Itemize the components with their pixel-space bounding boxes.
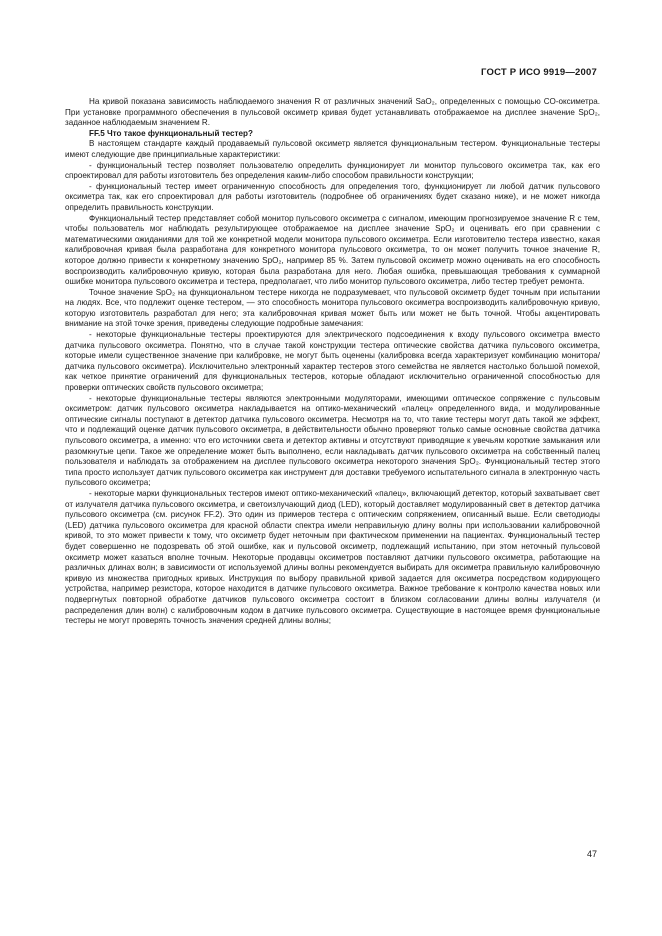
paragraph-8: - некоторые функциональные тестеры являются электронными модуляторами, имеющими оптическое сопряжение с пульсовым оксиметром: датчик пульсового оксиметра накладывается на оптико-механический «палец» определенного вида, и модулированные оптические сигналы поступают в детектор датчика пульсового оксиметра. Несмотря на то, что такие тестеры могут дать такой же эффект, что и подлежащий оценке датчик пульсового оксиметра, в действительности обычно проверяют только самые основные свойства датчика пульсового оксиметра, а именно: что его источники света и детектор активны и отсутствуют приводящие к увечьям короткие замыкания или разомкнутые цепи. Такое же определение может быть выполнено, если накладывать датчик пульсового оксиметра на собственный палец пользователя и наблюдать за отображением на дисплее пульсового оксиметра некоторого значения SpO₂. Функциональный тестер этого типа просто использует датчик пульсового оксиметра как инструмент для доставки требуемого испытательного сигнала в электронную часть пульсового оксиметра; xyxy=(65,393,600,488)
document-body xyxy=(65,97,600,627)
paragraph-1: На кривой показана зависимость наблюдаемого значения R от различных значений SaO₂, определенных с помощью CO-оксиметра. При установке программного обеспечения в пульсовой оксиметр кривая будет устанавливать отображаемое на дисплее значение SpO₂, заданное наблюдаемым значением R. xyxy=(65,97,600,128)
page-number: 47 xyxy=(586,849,597,859)
document-header: ГОСТ Р ИСО 9919—2007 xyxy=(481,67,597,78)
paragraph-6: Точное значение SpO₂ на функциональном тестере никогда не подразумевает, что пульсовой оксиметр будет точным при испытании на людях. Все, что подлежит оценке тестером, — это способность монитора пульсового оксиметра воспроизводить калибровочную кривую, которую изготовитель разработал для него; эта калибровочная кривая может быть или может не быть точной. Чтобы акцентировать внимание на этой точке зрения, приведены следующие подробные замечания: xyxy=(65,287,600,329)
paragraph-9: - некоторые марки функциональных тестеров имеют оптико-механический «палец», включающий детектор, который захватывает свет от излучателя датчика пульсового оксиметра, и светоизлучающий диод (LED), который доставляет модулированный свет в детектор датчика пульсового оксиметра (см. рисунок FF.2). Это один из примеров тестера с оптическим сопряжением, описанный выше. Если светодиоды (LED) датчика пульсового оксиметра для красной области спектра имели неправильную длину волны при использовании калибровочной кривой, то это может привести к тому, что оксиметр будет неточным при фактическом применении на пациентах. Функциональный тестер будет совершенно не подозревать об этой ошибке, как и пульсовой оксиметр, подлежащий испытанию, при этом неточный пульсовой оксиметр может казаться вполне точным. Некоторые продавцы оксиметров поставляют датчики пульсового оксиметра, работающие на различных длинах волн; в зависимости от используемой длины волны рекомендуется выбирать для оксиметра правильную калибровочную кривую из множества пригодных кривых. Инструкция по выбору правильной кривой задается для оксиметра посредством кодирующего устройства, например резистора, которое находится в датчике пульсового оксиметра. Важное требование к контролю качества новых или подвергнутых повторной обработке датчиков пульсового оксиметра состоит в близком согласовании длины волны излучателя (и распределения длин волн) с калибровочным кодом в датчике пульсового оксиметра. Существующие в настоящее время функциональные тестеры не могут проверять точность значения средней длины волны; xyxy=(65,488,600,626)
section-heading-ff5: FF.5 Что такое функциональный тестер? xyxy=(89,128,253,138)
paragraph-3: - функциональный тестер позволяет пользователю определить функционирует ли монитор пульсового оксиметра так, как его спроектировал для работы изготовитель без определения каким-либо способом правильности конструкции; xyxy=(65,160,600,181)
paragraph-7: - некоторые функциональные тестеры проектируются для электрического подсоединения к входу пульсового оксиметра вместо датчика пульсового оксиметра. Понятно, что в случае такой конструкции тестера оптические свойства датчика пульсового оксиметра, которые имели существенное значение при калибровке, не могут быть оценены (калибровка всегда характеризует комбинацию монитора/датчика пульсового оксиметра). Исключительно электронный характер тестеров этого семейства не является настолько большой помехой, как четкое принятие ограничений для функциональных тестеров, которые обладают исключительно ограниченной способностью для проверки оптических свойств пульсового оксиметра; xyxy=(65,330,600,393)
paragraph-5: Функциональный тестер представляет собой монитор пульсового оксиметра с сигналом, имеющим прогнозируемое значение R с тем, чтобы пользователь мог наблюдать результирующее отображаемое на дисплее значение SpO₂ и оценивать его при сравнении с математическими ожиданиями для той же конкретной модели монитора пульсового оксиметра. Если изготовителю тестера известно, какая калибровочная кривая была разработана для конкретного монитора пульсового оксиметра, то он может получить точное значение R, которое должно привести к конкретному значению SpO₂, например 85 %. Затем пульсовой оксиметр можно оценивать на его способность воспроизводить калибровочную кривую, которая была разработана для него. Любая ошибка, превышающая требования к суммарной ошибке монитора пульсового оксиметра и тестера, предполагает, что либо монитор пульсового оксиметра, либо тестер требует ремонта. xyxy=(65,213,600,287)
paragraph-4: - функциональный тестер имеет ограниченную способность для определения того, функционирует ли любой датчик пульсового оксиметра так, как его спроектировал для работы изготовитель (подробнее об ограничениях будет сказано ниже), и не может никогда определить правильность конструкции. xyxy=(65,181,600,212)
paragraph-2: В настоящем стандарте каждый продаваемый пульсовой оксиметр является функциональным тестером. Функциональные тестеры имеют следующие две принципиальные характеристики: xyxy=(65,139,600,159)
